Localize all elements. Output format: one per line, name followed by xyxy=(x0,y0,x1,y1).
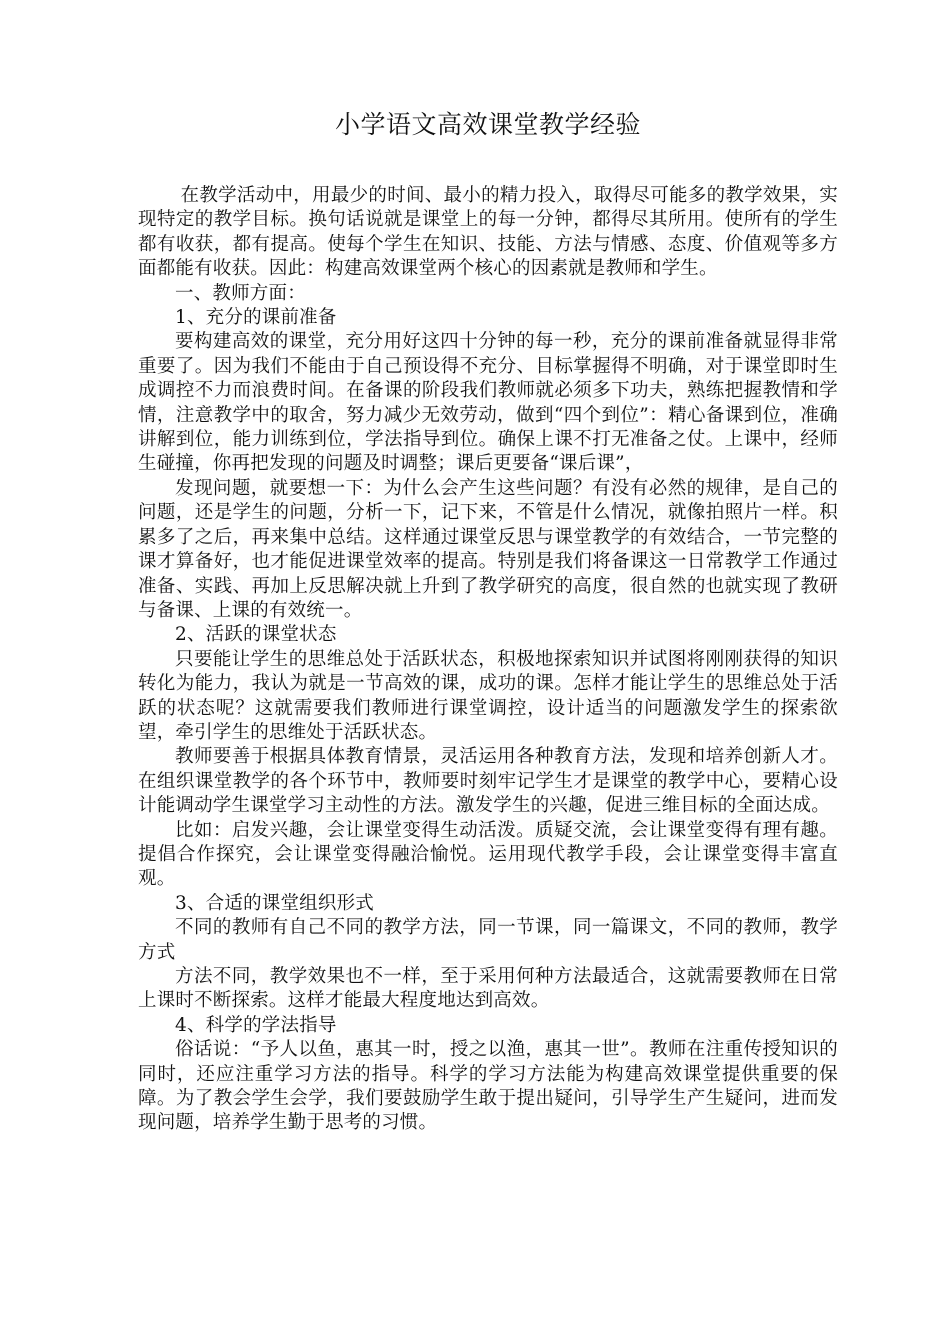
subheading-preparation: 1、充分的课前准备 xyxy=(175,307,337,329)
paragraph: 教师要善于根据具体教育情景，灵活运用各种教育方法，发现和培养创新人才。在组织课堂教学的各个环节中，教师要时刻牢记学生才是课堂的教学中心，要精心设计能调动学生课堂学习主动性的方法。激发学生的兴趣，促进三维目标的全面达成。 xyxy=(138,746,838,817)
subheading-active-classroom: 2、活跃的课堂状态 xyxy=(175,624,337,646)
paragraph-intro: 在教学活动中，用最少的时间、最小的精力投入，取得尽可能多的教学效果，实现特定的教学目标。换句话说就是课堂上的每一分钟，都得尽其所用。使所有的学生都有收获，都有提高。使每个学生在知识、技能、方法与情感、态度、价值观等多方面都能有收获。因此：构建高效课堂两个核心的因素就是教师和学生。 xyxy=(138,185,838,280)
document-title: 小学语文高效课堂教学经验 xyxy=(334,110,641,139)
subheading-learning-method: 4、科学的学法指导 xyxy=(175,1014,337,1036)
document-page xyxy=(138,96,838,1136)
subheading-organization: 3、合适的课堂组织形式 xyxy=(175,892,374,914)
paragraph: 方法不同，教学效果也不一样，至于采用何种方法最适合，这就需要教师在日常上课时不断探索。这样才能最大程度地达到高效。 xyxy=(138,966,838,1012)
paragraph: 发现问题，就要想一下：为什么会产生这些问题？有没有必然的规律，是自己的问题，还是学生的问题，分析一下，记下来，不管是什么情况，就像拍照片一样。积累多了之后，再来集中总结。这样通过课堂反思与课堂教学的有效结合，一节完整的课才算备好，也才能促进课堂效率的提高。特别是我们将备课这一日常教学工作通过准备、实践、再加上反思解决就上升到了教学研究的高度，很自然的也就实现了教研与备课、上课的有效统一。 xyxy=(138,477,838,621)
paragraph: 不同的教师有自己不同的教学方法，同一节课，同一篇课文，不同的教师，教学方式 xyxy=(138,917,838,963)
document-body xyxy=(138,184,838,1136)
paragraph: 俗话说：“予人以鱼，惠其一时，授之以渔，惠其一世”。教师在注重传授知识的同时，还应注重学习方法的指导。科学的学习方法能为构建高效课堂提供重要的保障。为了教会学生会学，我们要鼓励学生敢于提出疑问，引导学生产生疑问，进而发现问题，培养学生勤于思考的习惯。 xyxy=(138,1039,838,1134)
paragraph: 比如：启发兴趣，会让课堂变得生动活泼。质疑交流，会让课堂变得有理有趣。提倡合作探究，会让课堂变得融洽愉悦。运用现代教学手段，会让课堂变得丰富直观。 xyxy=(138,819,838,890)
section-heading-teacher: 一、教师方面： xyxy=(175,282,306,304)
paragraph: 只要能让学生的思维总处于活跃状态，积极地探索知识并试图将刚刚获得的知识转化为能力，我认为就是一节高效的课，成功的课。怎样才能让学生的思维总处于活跃的状态呢？这就需要我们教师进行课堂调控，设计适当的问题激发学生的探索欲望，牵引学生的思维处于活跃状态。 xyxy=(138,648,838,743)
paragraph: 要构建高效的课堂，充分用好这四十分钟的每一秒，充分的课前准备就显得非常重要了。因为我们不能由于自己预设得不充分、目标掌握得不明确，对于课堂即时生成调控不力而浪费时间。在备课的阶段我们教师就必须多下功夫，熟练把握教情和学情，注意教学中的取舍，努力减少无效劳动，做到“四个到位”：精心备课到位，准确讲解到位，能力训练到位，学法指导到位。确保上课不打无准备之仗。上课中，经师生碰撞，你再把发现的问题及时调整；课后更要备“课后课”， xyxy=(138,331,838,475)
